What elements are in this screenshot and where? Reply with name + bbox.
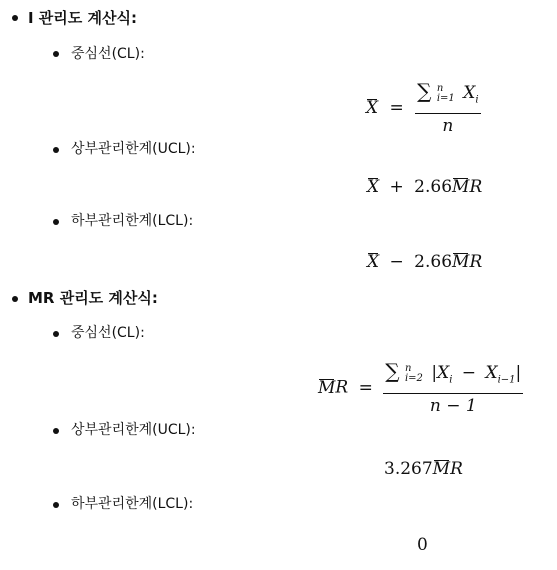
r-symbol: R <box>469 177 483 197</box>
section-2-bullet <box>12 296 18 302</box>
item-lcl-1-label: 하부관리한계(LCL): <box>71 213 194 229</box>
r-symbol: R <box>469 252 483 272</box>
m-bar-symbol: M <box>318 377 336 398</box>
minus-sign: − <box>461 363 477 383</box>
item-ucl-1-label: 상부관리한계(UCL): <box>71 141 196 157</box>
formula-i-ucl <box>367 177 482 197</box>
item-ucl-1-bullet <box>53 147 59 153</box>
plus-sign: + <box>389 177 404 197</box>
item-lcl-2-label: 하부관리한계(LCL): <box>71 496 194 512</box>
x-bar-symbol: X <box>367 252 380 272</box>
sum-limits <box>437 84 455 104</box>
m-bar-symbol: M <box>452 177 470 197</box>
item-ucl-2-bullet <box>53 428 59 434</box>
x-symbol: X <box>463 83 476 103</box>
item-cl-1-label: 중심선(CL): <box>71 46 145 62</box>
formula-mr-ucl <box>384 459 463 479</box>
x-sub: i <box>475 94 479 106</box>
formula-mr-lcl <box>417 535 428 555</box>
minus-sign: − <box>389 252 404 272</box>
formula-i-cl <box>366 80 481 136</box>
m-bar-symbol: M <box>432 459 451 479</box>
section-1-bullet <box>12 15 18 21</box>
equals-sign: = <box>358 377 373 398</box>
sum-upper: n <box>436 82 444 94</box>
sum-lower: i=1 <box>436 92 455 104</box>
x-bar-symbol: X <box>367 177 380 197</box>
fraction <box>415 80 480 136</box>
coefficient: 2.66 <box>414 177 453 197</box>
fraction-numerator <box>415 80 480 114</box>
formula-i-lcl <box>367 252 482 272</box>
item-cl-1-bullet <box>53 51 59 57</box>
x-symbol: X <box>437 363 450 383</box>
lcl-value: 0 <box>417 535 428 555</box>
item-cl-2-label: 중심선(CL): <box>71 325 145 341</box>
item-lcl-1-bullet <box>53 219 59 225</box>
sum-upper: n <box>404 362 412 374</box>
abs-bar-left: | <box>431 363 438 383</box>
coefficient: 3.267 <box>384 459 433 479</box>
sum-limits <box>405 364 423 384</box>
r-symbol: R <box>335 377 349 398</box>
item-lcl-2-bullet <box>53 502 59 508</box>
sum-lower: i=2 <box>404 372 423 384</box>
formula-mr-cl <box>318 360 523 416</box>
fraction-numerator <box>383 360 523 394</box>
x-symbol: X <box>485 363 498 383</box>
m-bar-symbol: M <box>452 252 470 272</box>
section-1-title: I 관리도 계산식: <box>28 9 137 27</box>
x-sub: i−1 <box>497 374 516 386</box>
x-sub: i <box>449 374 453 386</box>
fraction-denominator: n − 1 <box>429 396 477 417</box>
sum-symbol: ∑ <box>385 359 400 383</box>
x-bar-symbol: X <box>366 97 379 118</box>
r-symbol: R <box>450 459 463 479</box>
item-cl-2-bullet <box>53 331 59 337</box>
item-ucl-2-label: 상부관리한계(UCL): <box>71 422 196 438</box>
fraction <box>383 360 523 416</box>
equals-sign: = <box>389 97 404 118</box>
sum-symbol: ∑ <box>417 79 432 103</box>
fraction-denominator: n <box>442 116 454 137</box>
coefficient: 2.66 <box>414 252 453 272</box>
abs-bar-right: | <box>515 363 522 383</box>
section-2-title: MR 관리도 계산식: <box>28 289 158 307</box>
